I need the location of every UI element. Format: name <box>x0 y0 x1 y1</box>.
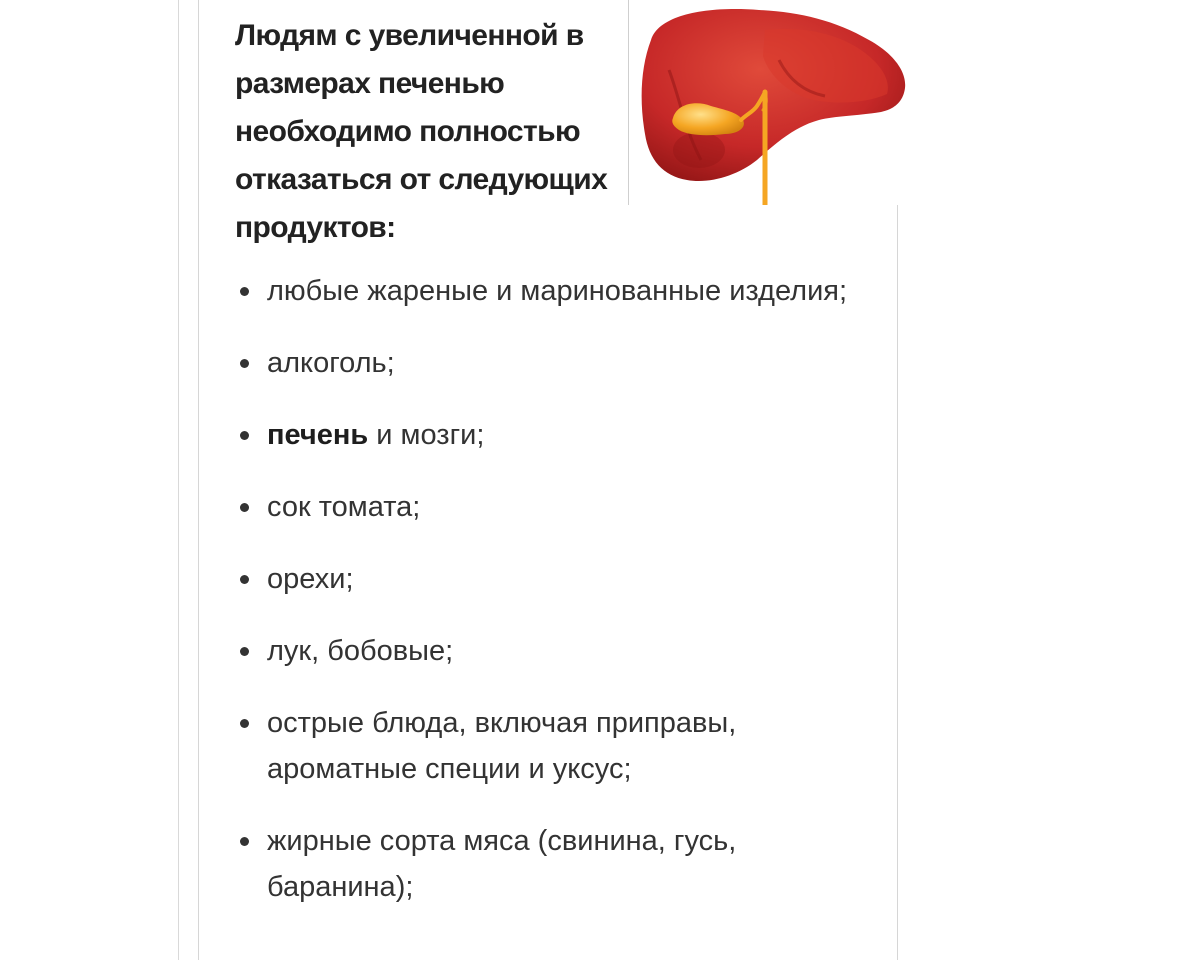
list-item <box>236 412 856 458</box>
item-text: жирные сорта мяса (свинина, гусь, баранина); <box>267 825 737 903</box>
list-item <box>236 268 856 314</box>
liver-with-gallbladder-icon <box>629 0 908 205</box>
bullet-icon <box>240 287 249 296</box>
bullet-icon <box>240 647 249 656</box>
page-border-line <box>178 0 179 960</box>
list-item <box>236 700 856 792</box>
bullet-icon <box>240 719 249 728</box>
bullet-icon <box>240 837 249 846</box>
liver-illustration <box>628 0 908 205</box>
item-text: любые жареные и маринованные изделия; <box>267 275 848 307</box>
bullet-icon <box>240 431 249 440</box>
item-text: орехи; <box>267 563 354 595</box>
item-bold-text: печень <box>267 419 369 451</box>
bullet-icon <box>240 359 249 368</box>
item-text: алкоголь; <box>267 347 395 379</box>
item-text: лук, бобовые; <box>267 635 454 667</box>
list-item <box>236 484 856 530</box>
article-heading: Людям с увеличенной в размерах печенью необходимо полностью отказаться от следующих продуктов: <box>235 19 608 244</box>
list-item <box>236 340 856 386</box>
item-text: острые блюда, включая приправы, ароматные специи и уксус; <box>267 707 737 785</box>
item-text: и мозги; <box>368 419 485 451</box>
item-text: сок томата; <box>267 491 421 523</box>
bullet-icon <box>240 575 249 584</box>
list-item <box>236 818 856 910</box>
forbidden-foods-list <box>236 268 856 910</box>
list-item <box>236 556 856 602</box>
bullet-icon <box>240 503 249 512</box>
list-item <box>236 628 856 674</box>
